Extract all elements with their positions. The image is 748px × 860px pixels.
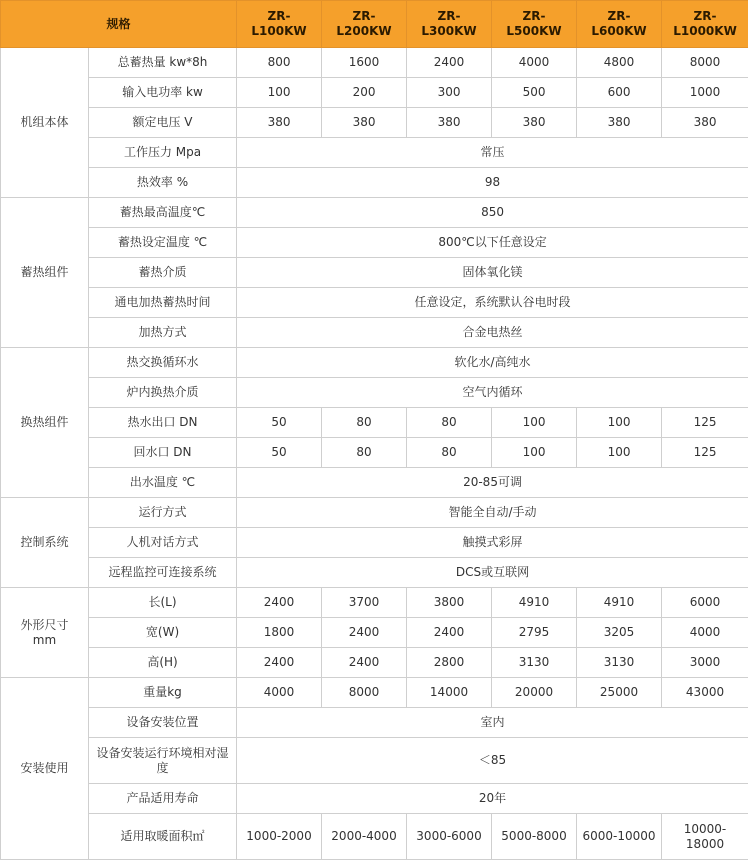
table-row	[1, 348, 748, 378]
table-row	[1, 678, 748, 708]
table-row	[1, 228, 748, 258]
value-cell: 80	[322, 438, 407, 468]
param-label: 热效率 %	[89, 168, 237, 198]
param-label: 设备安装位置	[89, 708, 237, 738]
param-label: 额定电压 V	[89, 108, 237, 138]
param-label: 运行方式	[89, 498, 237, 528]
value-cell: 3000-6000	[407, 814, 492, 860]
value-cell: 3130	[577, 648, 662, 678]
value-cell: 2400	[237, 588, 322, 618]
model-header: ZR- L100KW	[237, 1, 322, 48]
value-cell: 1000	[662, 78, 748, 108]
model-header: ZR- L1000KW	[662, 1, 748, 48]
merged-value: 合金电热丝	[237, 318, 748, 348]
group-name: 控制系统	[1, 498, 89, 588]
value-cell: 125	[662, 438, 748, 468]
value-cell: 500	[492, 78, 577, 108]
value-cell: 380	[492, 108, 577, 138]
table-row	[1, 288, 748, 318]
param-label: 热水出口 DN	[89, 408, 237, 438]
group-name: 机组本体	[1, 48, 89, 198]
value-cell: 4910	[492, 588, 577, 618]
table-row	[1, 708, 748, 738]
param-label: 产品适用寿命	[89, 784, 237, 814]
value-cell: 3800	[407, 588, 492, 618]
value-cell: 14000	[407, 678, 492, 708]
value-cell: 100	[492, 438, 577, 468]
value-cell: 100	[492, 408, 577, 438]
param-label: 设备安装运行环境相对湿度	[89, 738, 237, 784]
value-cell: 100	[577, 438, 662, 468]
value-cell: 380	[662, 108, 748, 138]
param-label: 通电加热蓄热时间	[89, 288, 237, 318]
merged-value: 20-85可调	[237, 468, 748, 498]
value-cell: 3000	[662, 648, 748, 678]
model-header: ZR- L600KW	[577, 1, 662, 48]
group-name: 换热组件	[1, 348, 89, 498]
value-cell: 4000	[492, 48, 577, 78]
param-label: 炉内换热介质	[89, 378, 237, 408]
value-cell: 2400	[322, 618, 407, 648]
param-label: 重量kg	[89, 678, 237, 708]
value-cell: 2400	[407, 618, 492, 648]
table-row	[1, 258, 748, 288]
value-cell: 1600	[322, 48, 407, 78]
table-row	[1, 138, 748, 168]
merged-value: 触摸式彩屏	[237, 528, 748, 558]
value-cell: 5000-8000	[492, 814, 577, 860]
value-cell: 80	[407, 438, 492, 468]
merged-value: 智能全自动/手动	[237, 498, 748, 528]
table-row	[1, 108, 748, 138]
table-row	[1, 498, 748, 528]
table-row	[1, 168, 748, 198]
value-cell: 2000-4000	[322, 814, 407, 860]
value-cell: 50	[237, 438, 322, 468]
group-name: 安装使用	[1, 678, 89, 860]
merged-value: 软化水/高纯水	[237, 348, 748, 378]
value-cell: 1800	[237, 618, 322, 648]
table-row	[1, 528, 748, 558]
table-row	[1, 48, 748, 78]
group-name: 外形尺寸 mm	[1, 588, 89, 678]
merged-value: 850	[237, 198, 748, 228]
merged-value: 20年	[237, 784, 748, 814]
value-cell: 380	[407, 108, 492, 138]
value-cell: 100	[237, 78, 322, 108]
value-cell: 6000	[662, 588, 748, 618]
table-row	[1, 618, 748, 648]
param-label: 出水温度 ℃	[89, 468, 237, 498]
param-label: 总蓄热量 kw*8h	[89, 48, 237, 78]
param-label: 回水口 DN	[89, 438, 237, 468]
value-cell: 43000	[662, 678, 748, 708]
value-cell: 3205	[577, 618, 662, 648]
value-cell: 80	[407, 408, 492, 438]
table-row	[1, 198, 748, 228]
table-row	[1, 648, 748, 678]
value-cell: 8000	[322, 678, 407, 708]
param-label: 宽(W)	[89, 618, 237, 648]
param-label: 长(L)	[89, 588, 237, 618]
table-row	[1, 558, 748, 588]
value-cell: 800	[237, 48, 322, 78]
value-cell: 2400	[237, 648, 322, 678]
model-header: ZR- L300KW	[407, 1, 492, 48]
header-row	[1, 1, 748, 48]
value-cell: 380	[577, 108, 662, 138]
value-cell: 50	[237, 408, 322, 438]
merged-value: DCS或互联网	[237, 558, 748, 588]
merged-value: 任意设定，系统默认谷电时段	[237, 288, 748, 318]
value-cell: 6000-10000	[577, 814, 662, 860]
param-label: 适用取暖面积㎡	[89, 814, 237, 860]
value-cell: 25000	[577, 678, 662, 708]
group-name: 蓄热组件	[1, 198, 89, 348]
param-label: 输入电功率 kw	[89, 78, 237, 108]
table-row	[1, 318, 748, 348]
model-header: ZR- L200KW	[322, 1, 407, 48]
param-label: 蓄热设定温度 ℃	[89, 228, 237, 258]
value-cell: 80	[322, 408, 407, 438]
value-cell: 10000-18000	[662, 814, 748, 860]
merged-value: 固体氧化镁	[237, 258, 748, 288]
value-cell: 600	[577, 78, 662, 108]
param-label: 高(H)	[89, 648, 237, 678]
merged-value: 800℃以下任意设定	[237, 228, 748, 258]
value-cell: 3700	[322, 588, 407, 618]
model-header: ZR- L500KW	[492, 1, 577, 48]
value-cell: 1000-2000	[237, 814, 322, 860]
param-label: 蓄热介质	[89, 258, 237, 288]
value-cell: 200	[322, 78, 407, 108]
table-row	[1, 408, 748, 438]
value-cell: 2400	[407, 48, 492, 78]
value-cell: 4800	[577, 48, 662, 78]
value-cell: 380	[237, 108, 322, 138]
table-row	[1, 784, 748, 814]
value-cell: 100	[577, 408, 662, 438]
table-row	[1, 78, 748, 108]
value-cell: 125	[662, 408, 748, 438]
param-label: 远程监控可连接系统	[89, 558, 237, 588]
merged-value: ＜85	[237, 738, 748, 784]
merged-value: 常压	[237, 138, 748, 168]
param-label: 人机对话方式	[89, 528, 237, 558]
value-cell: 300	[407, 78, 492, 108]
value-cell: 20000	[492, 678, 577, 708]
table-row	[1, 438, 748, 468]
table-row	[1, 588, 748, 618]
value-cell: 2795	[492, 618, 577, 648]
table-row	[1, 468, 748, 498]
param-label: 热交换循环水	[89, 348, 237, 378]
value-cell: 2400	[322, 648, 407, 678]
param-label: 蓄热最高温度℃	[89, 198, 237, 228]
merged-value: 室内	[237, 708, 748, 738]
spec-header: 规格	[1, 1, 237, 48]
value-cell: 4000	[662, 618, 748, 648]
param-label: 加热方式	[89, 318, 237, 348]
value-cell: 4000	[237, 678, 322, 708]
value-cell: 380	[322, 108, 407, 138]
table-row	[1, 378, 748, 408]
value-cell: 8000	[662, 48, 748, 78]
table-row	[1, 814, 748, 860]
merged-value: 98	[237, 168, 748, 198]
value-cell: 2800	[407, 648, 492, 678]
value-cell: 4910	[577, 588, 662, 618]
table-row	[1, 738, 748, 784]
param-label: 工作压力 Mpa	[89, 138, 237, 168]
merged-value: 空气内循环	[237, 378, 748, 408]
value-cell: 3130	[492, 648, 577, 678]
